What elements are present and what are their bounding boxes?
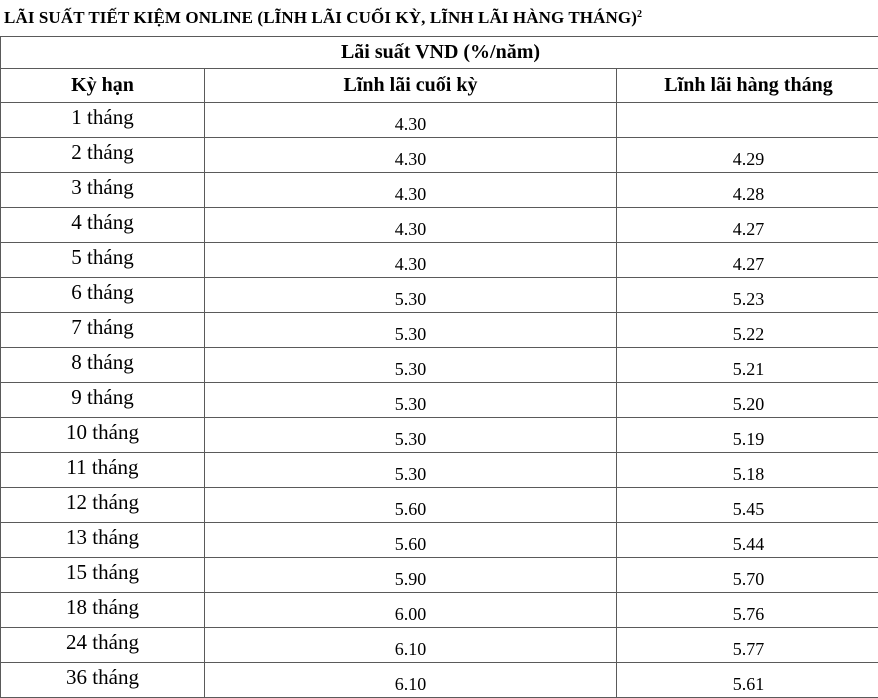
monthly-rate-cell: 4.27: [617, 208, 878, 243]
term-cell: 36 tháng: [1, 663, 205, 698]
table-row: [1, 383, 878, 418]
column-header-end-of-term: Lĩnh lãi cuối kỳ: [205, 69, 617, 103]
table-row: [1, 313, 878, 348]
term-cell: 11 tháng: [1, 453, 205, 488]
end-of-term-rate-cell: 4.30: [205, 138, 617, 173]
monthly-rate-cell: 5.77: [617, 628, 878, 663]
page-title-text: LÃI SUẤT TIẾT KIỆM ONLINE (LĨNH LÃI CUỐI KỲ, LĨNH LÃI HÀNG THÁNG): [4, 8, 637, 27]
end-of-term-rate-cell: 6.10: [205, 628, 617, 663]
end-of-term-rate-cell: 5.30: [205, 453, 617, 488]
table-row: [1, 103, 878, 138]
table-row: [1, 663, 878, 698]
monthly-rate-cell: 5.20: [617, 383, 878, 418]
table-group-header-row: [1, 37, 878, 69]
table-row: [1, 278, 878, 313]
end-of-term-rate-cell: 5.30: [205, 278, 617, 313]
page-title: [4, 0, 642, 36]
end-of-term-rate-cell: 4.30: [205, 243, 617, 278]
term-cell: 15 tháng: [1, 558, 205, 593]
term-cell: 2 tháng: [1, 138, 205, 173]
title-footnote-marker: 2: [637, 9, 642, 20]
table-body: [1, 103, 878, 698]
term-cell: 18 tháng: [1, 593, 205, 628]
term-cell: 6 tháng: [1, 278, 205, 313]
monthly-rate-cell: 5.21: [617, 348, 878, 383]
term-cell: 4 tháng: [1, 208, 205, 243]
term-cell: 7 tháng: [1, 313, 205, 348]
term-cell: 9 tháng: [1, 383, 205, 418]
monthly-rate-cell: 5.76: [617, 593, 878, 628]
monthly-rate-cell: 5.61: [617, 663, 878, 698]
table-row: [1, 523, 878, 558]
table-row: [1, 453, 878, 488]
table-row: [1, 138, 878, 173]
monthly-rate-cell: 4.29: [617, 138, 878, 173]
end-of-term-rate-cell: 5.30: [205, 383, 617, 418]
end-of-term-rate-cell: 4.30: [205, 103, 617, 138]
table-row: [1, 418, 878, 453]
term-cell: 10 tháng: [1, 418, 205, 453]
monthly-rate-cell: [617, 103, 878, 138]
table-column-header-row: [1, 69, 878, 103]
end-of-term-rate-cell: 4.30: [205, 173, 617, 208]
table-row: [1, 243, 878, 278]
end-of-term-rate-cell: 4.30: [205, 208, 617, 243]
interest-rate-table: [0, 36, 878, 698]
end-of-term-rate-cell: 6.00: [205, 593, 617, 628]
monthly-rate-cell: 5.22: [617, 313, 878, 348]
table-row: [1, 488, 878, 523]
group-header-cell: Lãi suất VND (%/năm): [1, 37, 878, 69]
monthly-rate-cell: 5.23: [617, 278, 878, 313]
monthly-rate-cell: 5.44: [617, 523, 878, 558]
monthly-rate-cell: 5.45: [617, 488, 878, 523]
end-of-term-rate-cell: 5.30: [205, 348, 617, 383]
monthly-rate-cell: 4.27: [617, 243, 878, 278]
monthly-rate-cell: 5.18: [617, 453, 878, 488]
table-row: [1, 348, 878, 383]
monthly-rate-cell: 4.28: [617, 173, 878, 208]
monthly-rate-cell: 5.70: [617, 558, 878, 593]
table-row: [1, 208, 878, 243]
table-row: [1, 628, 878, 663]
table-row: [1, 558, 878, 593]
end-of-term-rate-cell: 5.30: [205, 313, 617, 348]
end-of-term-rate-cell: 5.30: [205, 418, 617, 453]
column-header-term: Kỳ hạn: [1, 69, 205, 103]
term-cell: 12 tháng: [1, 488, 205, 523]
monthly-rate-cell: 5.19: [617, 418, 878, 453]
term-cell: 24 tháng: [1, 628, 205, 663]
term-cell: 8 tháng: [1, 348, 205, 383]
term-cell: 1 tháng: [1, 103, 205, 138]
table-row: [1, 173, 878, 208]
end-of-term-rate-cell: 5.60: [205, 523, 617, 558]
term-cell: 5 tháng: [1, 243, 205, 278]
end-of-term-rate-cell: 6.10: [205, 663, 617, 698]
term-cell: 3 tháng: [1, 173, 205, 208]
table-row: [1, 593, 878, 628]
column-header-monthly: Lĩnh lãi hàng tháng: [617, 69, 878, 103]
term-cell: 13 tháng: [1, 523, 205, 558]
end-of-term-rate-cell: 5.60: [205, 488, 617, 523]
end-of-term-rate-cell: 5.90: [205, 558, 617, 593]
